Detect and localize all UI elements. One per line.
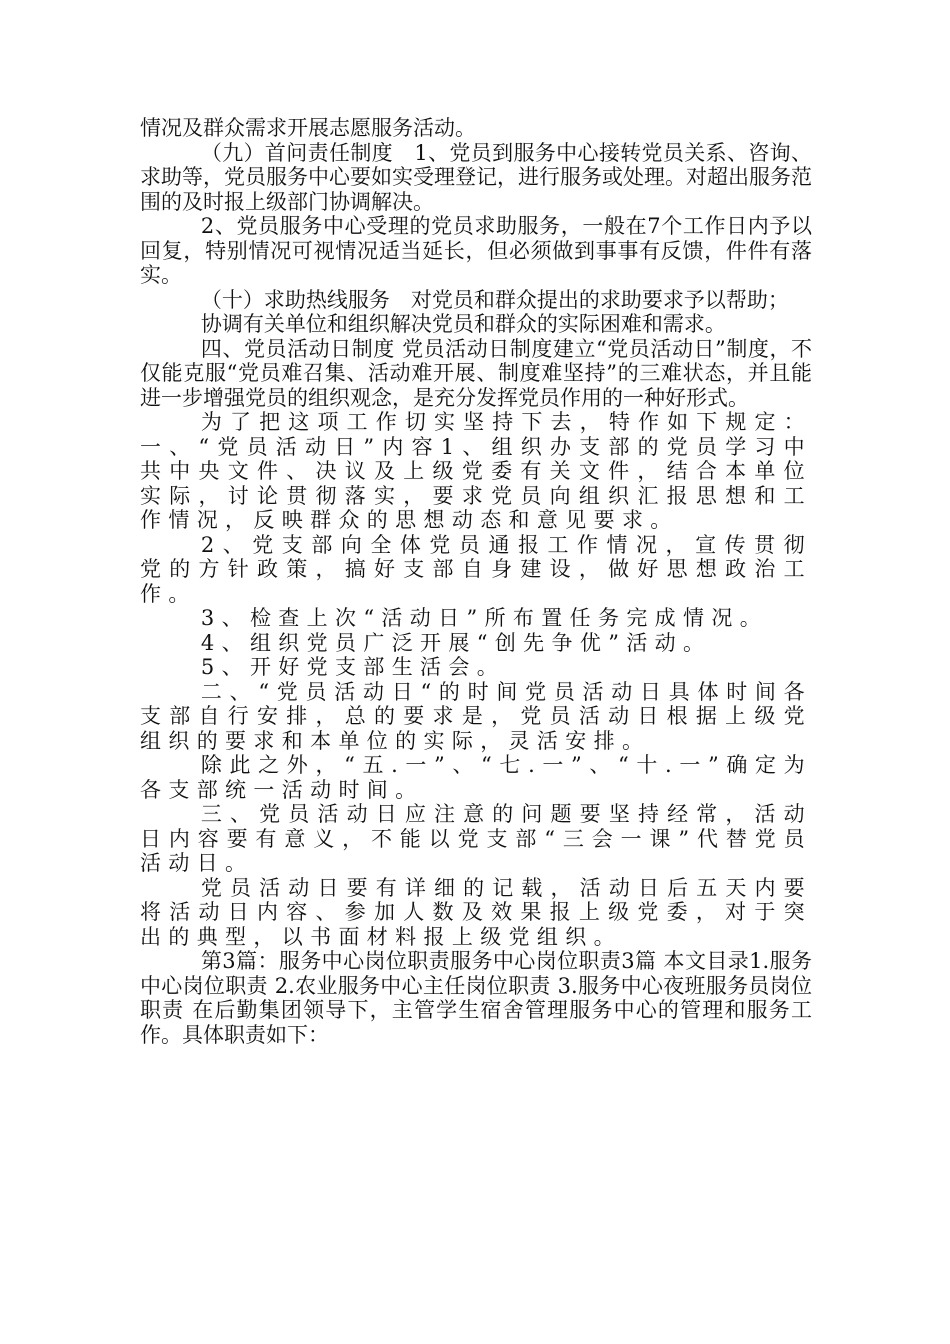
- paragraph-2: （九）首问责任制度 1、党员到服务中心接转党员关系、咨询、求助等，党员服务中心要如实受理登记，进行服务或处理。对超出服务范围的及时报上级部门协调解决。: [140, 140, 812, 214]
- paragraph-8: 2、党支部向全体党员通报工作情况，宣传贯彻党的方针政策，搞好支部自身建设，做好思想政治工作。: [140, 532, 812, 606]
- paragraph-10: 4、组织党员广泛开展“创先争优”活动。: [200, 630, 712, 655]
- paragraph-1: 情况及群众需求开展志愿服务活动。: [140, 116, 476, 140]
- document-page: [140, 116, 812, 1047]
- paragraph-15: 党员活动日要有详细的记载，活动日后五天内要将活动日内容、参加人数及效果报上级党委，对于突出的典型，以书面材料报上级党组织。: [140, 875, 812, 949]
- paragraph-11: 5、开好党支部生活会。: [200, 655, 506, 679]
- paragraph-5: 协调有关单位和组织解决党员和群众的实际困难和需求。: [200, 312, 726, 336]
- paragraph-7: 为了把这项工作切实坚持下去，特作如下规定：一、“党员活动日”内容1、组织办支部的党员学习中共中央文件、决议及上级党委有关文件，结合本单位实际，讨论贯彻落实，要求党员向组织汇报思想和工作情况，反映群众的思想动态和意见要求。: [140, 410, 812, 532]
- paragraph-4: （十）求助热线服务 对党员和群众提出的求助要求予以帮助；: [200, 287, 789, 312]
- paragraph-12: 二、“党员活动日“的时间党员活动日具体时间各支部自行安排，总的要求是，党员活动日根据上级党组织的要求和本单位的实际，灵活安排。: [140, 679, 812, 753]
- paragraph-13: 除此之外，“五.一”、“七.一”、“十.一”确定为各支部统一活动时间。: [140, 753, 812, 802]
- paragraph-14: 三、党员活动日应注意的问题要坚持经常，活动日内容要有意义，不能以党支部“三会一课”代替党员活动日。: [140, 802, 812, 875]
- paragraph-9: 3、检查上次“活动日”所布置任务完成情况。: [200, 606, 769, 630]
- paragraph-3: 2、党员服务中心受理的党员求助服务，一般在7个工作日内予以回复，特别情况可视情况适当延长，但必须做到事事有反馈，件件有落实。: [140, 214, 812, 287]
- paragraph-16: 第3篇：服务中心岗位职责服务中心岗位职责3篇 本文目录1.服务中心岗位职责 2.农业服务中心主任岗位职责 3.服务中心夜班服务员岗位职责 在后勤集团领导下，主管学生宿舍管理服务中心的管理和服务工作。具体职责如下：: [140, 949, 812, 1047]
- paragraph-6: 四、党员活动日制度 党员活动日制度建立“党员活动日”制度，不仅能克服“党员难召集、活动难开展、制度难坚持”的三难状态，并且能进一步增强党员的组织观念，是充分发挥党员作用的一种好形式。: [140, 336, 812, 410]
